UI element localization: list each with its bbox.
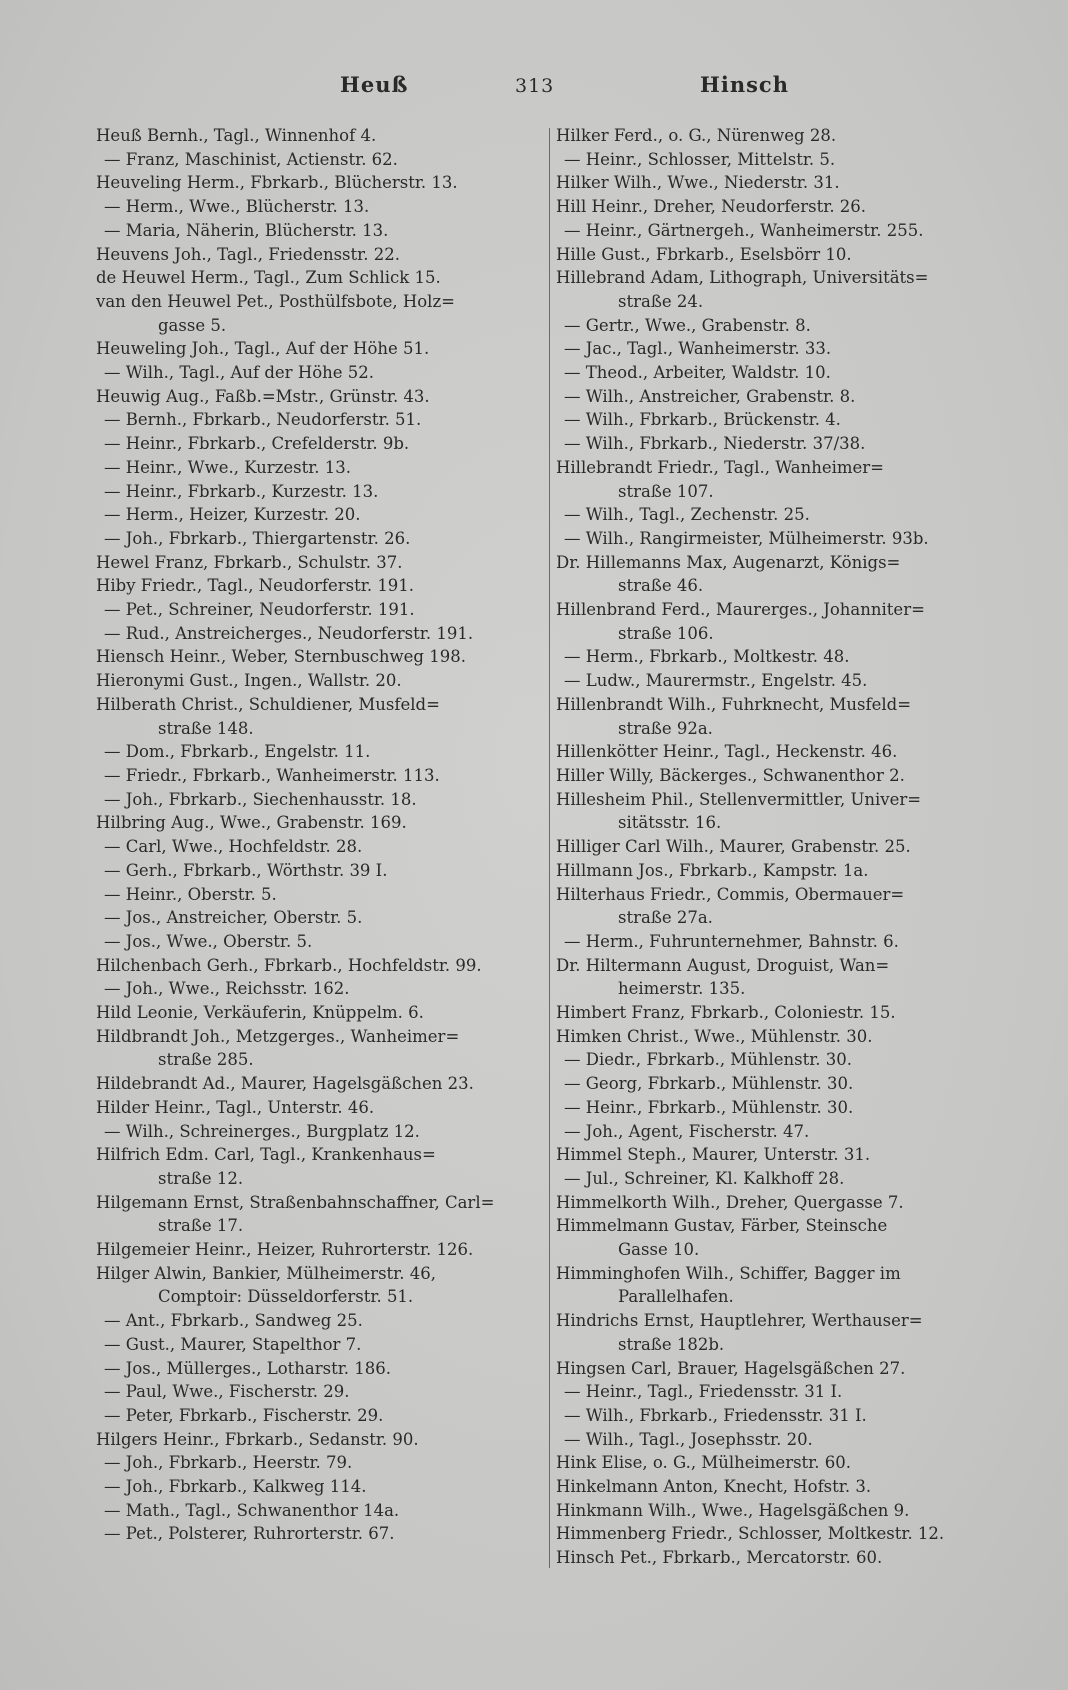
directory-entry xyxy=(96,859,536,883)
directory-entry xyxy=(96,1262,536,1309)
directory-entry xyxy=(96,1451,536,1475)
entry-line: Hillmann Jos., Fbrkarb., Kampstr. 1a. xyxy=(556,860,869,880)
entry-line: — Wilh., Fbrkarb., Friedensstr. 31 I. xyxy=(564,1405,867,1425)
entry-line: — Jac., Tagl., Wanheimerstr. 33. xyxy=(564,339,832,359)
entry-line: — Joh., Fbrkarb., Kalkweg 114. xyxy=(104,1477,367,1497)
directory-entry xyxy=(556,408,996,432)
entry-line: Hiensch Heinr., Weber, Sternbuschweg 198. xyxy=(96,647,466,667)
directory-entry xyxy=(96,456,536,480)
entry-line: — Diedr., Fbrkarb., Mühlenstr. 30. xyxy=(564,1050,853,1070)
directory-entry xyxy=(96,598,536,622)
directory-entry xyxy=(96,811,536,835)
entry-line: Hilger Alwin, Bankier, Mülheimerstr. 46, xyxy=(96,1263,436,1283)
entry-line: — Rud., Anstreicherges., Neudorferstr. 191. xyxy=(104,623,474,643)
entry-line: Hilker Wilh., Wwe., Niederstr. 31. xyxy=(556,173,840,193)
entry-line: Dr. Hillemanns Max, Augenarzt, Königs= xyxy=(556,552,901,572)
directory-entry xyxy=(556,1120,996,1144)
directory-entry xyxy=(556,1357,996,1381)
entry-line: — Theod., Arbeiter, Waldstr. 10. xyxy=(564,363,831,383)
directory-entry xyxy=(556,1475,996,1499)
column-divider xyxy=(549,128,550,1568)
entry-line: — Heinr., Fbrkarb., Kurzestr. 13. xyxy=(104,481,379,501)
entry-line: — Joh., Fbrkarb., Siechenhausstr. 18. xyxy=(104,789,417,809)
directory-entry xyxy=(96,930,536,954)
directory-entry xyxy=(556,1262,996,1309)
directory-entry xyxy=(556,195,996,219)
entry-line: — Wilh., Schreinerges., Burgplatz 12. xyxy=(104,1121,420,1141)
entry-line: — Joh., Fbrkarb., Thiergartenstr. 26. xyxy=(104,528,411,548)
directory-entry xyxy=(556,385,996,409)
directory-entry xyxy=(556,1214,996,1261)
entry-line: Hinsch Pet., Fbrkarb., Mercatorstr. 60. xyxy=(556,1548,883,1568)
right-column xyxy=(556,124,996,1570)
entry-line: Hilchenbach Gerh., Fbrkarb., Hochfeldstr. 99. xyxy=(96,955,482,975)
directory-entry xyxy=(96,551,536,575)
entry-line: — Joh., Fbrkarb., Heerstr. 79. xyxy=(104,1453,353,1473)
entry-continuation-line: straße 17. xyxy=(158,1216,244,1236)
entry-line: Hingsen Carl, Brauer, Hagelsgäßchen 27. xyxy=(556,1358,906,1378)
entry-line: — Jos., Müllerges., Lotharstr. 186. xyxy=(104,1358,392,1378)
directory-entry xyxy=(96,290,536,337)
directory-entry xyxy=(556,1191,996,1215)
directory-entry xyxy=(556,883,996,930)
directory-entry xyxy=(556,1428,996,1452)
directory-entry xyxy=(96,740,536,764)
directory-entry xyxy=(96,243,536,267)
entry-line: — Herm., Heizer, Kurzestr. 20. xyxy=(104,505,361,525)
entry-line: — Pet., Schreiner, Neudorferstr. 191. xyxy=(104,600,415,620)
directory-entry xyxy=(556,1096,996,1120)
directory-entry xyxy=(556,243,996,267)
directory-entry xyxy=(96,527,536,551)
directory-entry xyxy=(96,883,536,907)
entry-line: Himmenberg Friedr., Schlosser, Moltkestr. 12. xyxy=(556,1524,945,1544)
entry-line: — Jos., Anstreicher, Oberstr. 5. xyxy=(104,908,363,928)
entry-line: Hillenbrandt Wilh., Fuhrknecht, Musfeld= xyxy=(556,694,912,714)
entry-line: Hilterhaus Friedr., Commis, Obermauer= xyxy=(556,884,905,904)
entry-line: Hillebrand Adam, Lithograph, Universitäts= xyxy=(556,268,929,288)
entry-line: Hiby Friedr., Tagl., Neudorferstr. 191. xyxy=(96,576,415,596)
left-column xyxy=(96,124,536,1546)
entry-line: Himbert Franz, Fbrkarb., Coloniestr. 15. xyxy=(556,1003,896,1023)
entry-line: — Gust., Maurer, Stapelthor 7. xyxy=(104,1334,362,1354)
entry-continuation-line: gasse 5. xyxy=(158,315,227,335)
directory-entry xyxy=(96,574,536,598)
entry-line: Hilgers Heinr., Fbrkarb., Sedanstr. 90. xyxy=(96,1429,419,1449)
entry-continuation-line: straße 182b. xyxy=(618,1334,725,1354)
entry-line: — Jul., Schreiner, Kl. Kalkhoff 28. xyxy=(564,1168,845,1188)
directory-entry xyxy=(96,764,536,788)
page-number: 313 xyxy=(515,75,555,97)
directory-entry xyxy=(556,432,996,456)
entry-line: Hilliger Carl Wilh., Maurer, Grabenstr. 25. xyxy=(556,837,911,857)
directory-entry xyxy=(96,408,536,432)
directory-entry xyxy=(556,527,996,551)
entry-line: Heuveling Herm., Fbrkarb., Blücherstr. 13. xyxy=(96,173,458,193)
entry-line: Himmelmann Gustav, Färber, Steinsche xyxy=(556,1216,888,1236)
entry-line: Hille Gust., Fbrkarb., Eselsbörr 10. xyxy=(556,244,852,264)
entry-line: Hewel Franz, Fbrkarb., Schulstr. 37. xyxy=(96,552,403,572)
entry-line: Hildebrandt Ad., Maurer, Hagelsgäßchen 23. xyxy=(96,1074,474,1094)
entry-line: — Heinr., Wwe., Kurzestr. 13. xyxy=(104,457,352,477)
entry-line: — Wilh., Tagl., Zechenstr. 25. xyxy=(564,505,810,525)
header-left-catchword: Heuß xyxy=(340,72,409,97)
directory-entry xyxy=(556,503,996,527)
entry-line: — Georg, Fbrkarb., Mühlenstr. 30. xyxy=(564,1074,854,1094)
entry-line: — Ludw., Maurermstr., Engelstr. 45. xyxy=(564,671,868,691)
directory-entry xyxy=(96,361,536,385)
entry-line: Himken Christ., Wwe., Mühlenstr. 30. xyxy=(556,1026,873,1046)
entry-continuation-line: straße 24. xyxy=(618,291,704,311)
entry-line: — Franz, Maschinist, Actienstr. 62. xyxy=(104,149,398,169)
entry-continuation-line: straße 46. xyxy=(618,576,704,596)
entry-line: Hillesheim Phil., Stellenvermittler, Univer= xyxy=(556,789,922,809)
entry-continuation-line: Parallelhafen. xyxy=(618,1287,734,1307)
directory-entry xyxy=(556,1546,996,1570)
directory-entry xyxy=(96,835,536,859)
directory-entry xyxy=(96,1191,536,1238)
directory-entry xyxy=(96,622,536,646)
entry-line: de Heuwel Herm., Tagl., Zum Schlick 15. xyxy=(96,268,441,288)
entry-line: — Paul, Wwe., Fischerstr. 29. xyxy=(104,1382,350,1402)
entry-line: — Carl, Wwe., Hochfeldstr. 28. xyxy=(104,837,363,857)
entry-continuation-line: Gasse 10. xyxy=(618,1240,700,1260)
entry-line: Hiller Willy, Bäckerges., Schwanenthor 2. xyxy=(556,765,905,785)
directory-entry xyxy=(556,1309,996,1356)
entry-line: Hillebrandt Friedr., Tagl., Wanheimer= xyxy=(556,457,885,477)
directory-entry xyxy=(556,764,996,788)
directory-entry xyxy=(556,859,996,883)
entry-line: — Math., Tagl., Schwanenthor 14a. xyxy=(104,1500,400,1520)
directory-entry xyxy=(96,195,536,219)
entry-line: — Herm., Wwe., Blücherstr. 13. xyxy=(104,197,370,217)
entry-line: Heuwig Aug., Faßb.=Mstr., Grünstr. 43. xyxy=(96,386,430,406)
entry-line: Himmelkorth Wilh., Dreher, Quergasse 7. xyxy=(556,1192,904,1212)
directory-entry xyxy=(556,1167,996,1191)
directory-entry xyxy=(556,148,996,172)
directory-entry xyxy=(96,1120,536,1144)
directory-entry xyxy=(556,456,996,503)
directory-entry xyxy=(96,432,536,456)
directory-entry xyxy=(96,1072,536,1096)
entry-line: Hilberath Christ., Schuldiener, Musfeld= xyxy=(96,694,440,714)
directory-entry xyxy=(556,219,996,243)
entry-line: — Gertr., Wwe., Grabenstr. 8. xyxy=(564,315,811,335)
directory-entry xyxy=(96,906,536,930)
directory-entry xyxy=(556,1025,996,1049)
directory-entry xyxy=(96,1380,536,1404)
directory-entry xyxy=(556,1404,996,1428)
entry-line: Dr. Hiltermann August, Droguist, Wan= xyxy=(556,955,890,975)
entry-line: — Wilh., Anstreicher, Grabenstr. 8. xyxy=(564,386,856,406)
directory-entry xyxy=(96,1309,536,1333)
entry-line: Heuweling Joh., Tagl., Auf der Höhe 51. xyxy=(96,339,430,359)
directory-entry xyxy=(556,1143,996,1167)
directory-entry xyxy=(556,788,996,835)
directory-entry xyxy=(96,1357,536,1381)
directory-entry xyxy=(556,1001,996,1025)
entry-line: Hilgemann Ernst, Straßenbahnschaffner, Carl= xyxy=(96,1192,495,1212)
entry-continuation-line: sitätsstr. 16. xyxy=(618,813,722,833)
entry-line: Hinkelmann Anton, Knecht, Hofstr. 3. xyxy=(556,1477,872,1497)
entry-continuation-line: straße 148. xyxy=(158,718,254,738)
entry-continuation-line: heimerstr. 135. xyxy=(618,979,746,999)
directory-entry xyxy=(556,124,996,148)
entry-continuation-line: straße 92a. xyxy=(618,718,713,738)
directory-entry xyxy=(556,740,996,764)
directory-entry xyxy=(556,361,996,385)
entry-line: Hieronymi Gust., Ingen., Wallstr. 20. xyxy=(96,671,402,691)
directory-entry xyxy=(96,1499,536,1523)
directory-entry xyxy=(556,266,996,313)
entry-line: — Heinr., Fbrkarb., Crefelderstr. 9b. xyxy=(104,434,410,454)
entry-line: Hilker Ferd., o. G., Nürenweg 28. xyxy=(556,126,837,145)
directory-entry xyxy=(556,551,996,598)
directory-entry xyxy=(96,788,536,812)
directory-entry xyxy=(96,1522,536,1546)
entry-continuation-line: straße 12. xyxy=(158,1168,244,1188)
entry-line: — Pet., Polsterer, Ruhrorterstr. 67. xyxy=(104,1524,395,1544)
directory-entry xyxy=(556,835,996,859)
directory-entry xyxy=(96,385,536,409)
entry-continuation-line: straße 285. xyxy=(158,1050,254,1070)
entry-line: Hilfrich Edm. Carl, Tagl., Krankenhaus= xyxy=(96,1145,436,1165)
entry-line: — Heinr., Tagl., Friedensstr. 31 I. xyxy=(564,1382,843,1402)
directory-entry xyxy=(556,1451,996,1475)
directory-entry xyxy=(556,669,996,693)
entry-line: — Herm., Fbrkarb., Moltkestr. 48. xyxy=(564,647,850,667)
directory-entry xyxy=(96,1025,536,1072)
entry-line: — Peter, Fbrkarb., Fischerstr. 29. xyxy=(104,1405,384,1425)
entry-line: Hilder Heinr., Tagl., Unterstr. 46. xyxy=(96,1097,375,1117)
entry-line: van den Heuwel Pet., Posthülfsbote, Holz= xyxy=(96,291,455,311)
directory-entry xyxy=(96,337,536,361)
entry-continuation-line: straße 27a. xyxy=(618,908,713,928)
directory-entry xyxy=(96,954,536,978)
directory-entry xyxy=(556,645,996,669)
entry-line: Himmel Steph., Maurer, Unterstr. 31. xyxy=(556,1145,871,1165)
entry-line: — Wilh., Rangirmeister, Mülheimerstr. 93b. xyxy=(564,528,929,548)
directory-entry xyxy=(96,219,536,243)
entry-line: — Friedr., Fbrkarb., Wanheimerstr. 113. xyxy=(104,765,440,785)
entry-continuation-line: straße 107. xyxy=(618,481,714,501)
header-right-catchword: Hinsch xyxy=(700,72,789,97)
entry-line: Hill Heinr., Dreher, Neudorferstr. 26. xyxy=(556,197,867,217)
entry-line: — Gerh., Fbrkarb., Wörthstr. 39 I. xyxy=(104,860,388,880)
entry-line: Hilgemeier Heinr., Heizer, Ruhrorterstr. 126. xyxy=(96,1240,474,1260)
entry-line: — Ant., Fbrkarb., Sandweg 25. xyxy=(104,1311,363,1331)
entry-line: — Maria, Näherin, Blücherstr. 13. xyxy=(104,220,389,240)
entry-line: Hild Leonie, Verkäuferin, Knüppelm. 6. xyxy=(96,1003,424,1023)
directory-entry xyxy=(556,1499,996,1523)
directory-entry xyxy=(96,1001,536,1025)
directory-entry xyxy=(96,1143,536,1190)
entry-line: Heuvens Joh., Tagl., Friedensstr. 22. xyxy=(96,244,400,264)
directory-entry xyxy=(96,480,536,504)
directory-entry xyxy=(96,1096,536,1120)
directory-entry xyxy=(556,1522,996,1546)
entry-line: Hilbring Aug., Wwe., Grabenstr. 169. xyxy=(96,813,407,833)
entry-line: — Wilh., Fbrkarb., Niederstr. 37/38. xyxy=(564,434,866,454)
entry-line: — Joh., Wwe., Reichsstr. 162. xyxy=(104,979,350,999)
directory-entry xyxy=(96,1428,536,1452)
directory-entry xyxy=(96,124,536,148)
directory-entry xyxy=(96,1333,536,1357)
directory-entry xyxy=(96,693,536,740)
entry-line: — Herm., Fuhrunternehmer, Bahnstr. 6. xyxy=(564,931,899,951)
entry-line: Hink Elise, o. G., Mülheimerstr. 60. xyxy=(556,1453,851,1473)
entry-continuation-line: straße 106. xyxy=(618,623,714,643)
directory-entry xyxy=(96,1475,536,1499)
entry-line: Himminghofen Wilh., Schiffer, Bagger im xyxy=(556,1263,901,1283)
directory-entry xyxy=(556,1380,996,1404)
directory-entry xyxy=(556,693,996,740)
directory-entry xyxy=(96,669,536,693)
entry-line: — Heinr., Gärtnergeh., Wanheimerstr. 255. xyxy=(564,220,924,240)
directory-entry xyxy=(96,1238,536,1262)
entry-line: — Dom., Fbrkarb., Engelstr. 11. xyxy=(104,742,371,762)
directory-entry xyxy=(556,930,996,954)
directory-entry xyxy=(556,314,996,338)
directory-entry xyxy=(96,977,536,1001)
entry-line: Hinkmann Wilh., Wwe., Hagelsgäßchen 9. xyxy=(556,1500,910,1520)
entry-line: Hillenbrand Ferd., Maurerges., Johanniter= xyxy=(556,600,925,620)
entry-line: Hildbrandt Joh., Metzgerges., Wanheimer= xyxy=(96,1026,460,1046)
entry-line: — Heinr., Schlosser, Mittelstr. 5. xyxy=(564,149,836,169)
directory-entry xyxy=(96,148,536,172)
directory-entry xyxy=(556,1048,996,1072)
entry-line: — Joh., Agent, Fischerstr. 47. xyxy=(564,1121,810,1141)
directory-entry xyxy=(96,266,536,290)
entry-line: — Wilh., Fbrkarb., Brückenstr. 4. xyxy=(564,410,841,430)
entry-line: — Jos., Wwe., Oberstr. 5. xyxy=(104,931,313,951)
directory-entry xyxy=(556,171,996,195)
entry-line: — Heinr., Fbrkarb., Mühlenstr. 30. xyxy=(564,1097,854,1117)
directory-entry xyxy=(556,598,996,645)
directory-entry xyxy=(96,171,536,195)
entry-line: — Heinr., Oberstr. 5. xyxy=(104,884,277,904)
directory-entry xyxy=(96,503,536,527)
directory-entry xyxy=(556,337,996,361)
directory-entry xyxy=(96,1404,536,1428)
directory-entry xyxy=(556,954,996,1001)
entry-line: Hindrichs Ernst, Hauptlehrer, Werthauser= xyxy=(556,1311,923,1331)
entry-line: Heuß Bernh., Tagl., Winnenhof 4. xyxy=(96,126,377,145)
entry-line: — Bernh., Fbrkarb., Neudorferstr. 51. xyxy=(104,410,422,430)
entry-continuation-line: Comptoir: Düsseldorferstr. 51. xyxy=(158,1287,414,1307)
entry-line: — Wilh., Tagl., Auf der Höhe 52. xyxy=(104,363,375,383)
directory-entry xyxy=(96,645,536,669)
directory-entry xyxy=(556,1072,996,1096)
entry-line: Hillenkötter Heinr., Tagl., Heckenstr. 46. xyxy=(556,742,898,762)
entry-line: — Wilh., Tagl., Josephsstr. 20. xyxy=(564,1429,813,1449)
